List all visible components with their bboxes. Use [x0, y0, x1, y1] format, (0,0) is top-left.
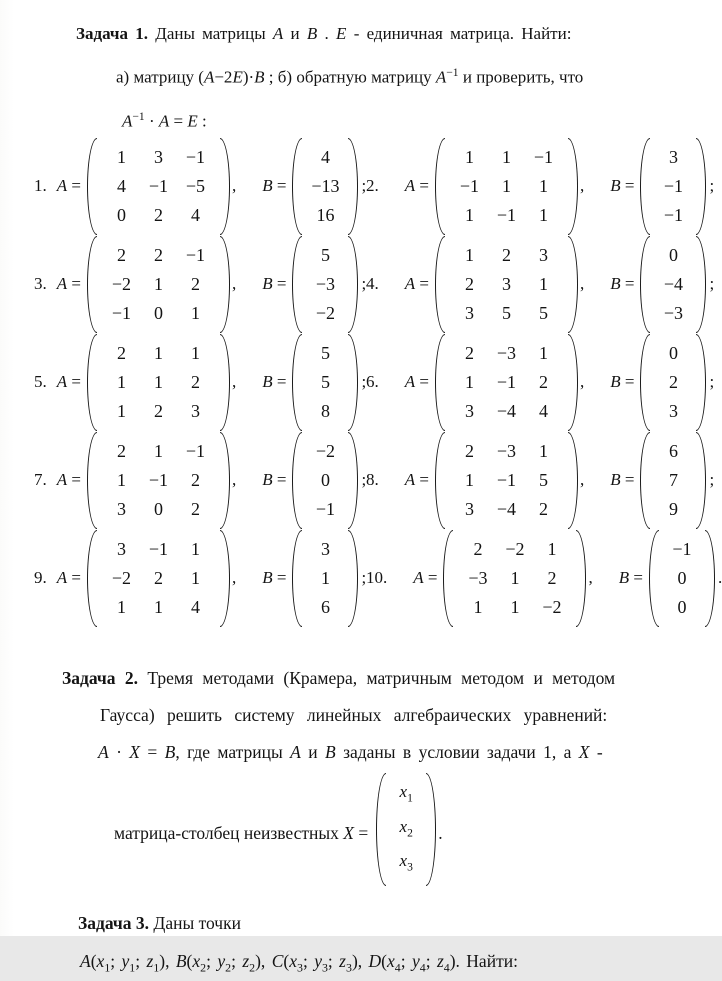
comma-separator: ,	[579, 372, 585, 392]
matrix-cell: 5	[320, 244, 330, 265]
right-paren	[576, 530, 586, 627]
matrix-cell: 1	[190, 567, 200, 588]
matrix-cell: 1	[116, 146, 126, 167]
matrix-cell: $x_1$	[399, 782, 413, 805]
matrix-b	[649, 530, 715, 627]
matrix-cell: 3	[116, 498, 126, 519]
matrix-cell: −1	[315, 498, 336, 519]
matrix-cell: −13	[311, 175, 340, 196]
left-paren	[640, 432, 650, 529]
right-paren	[696, 432, 706, 529]
matrix-cell: 1	[501, 146, 511, 167]
matrix-a	[87, 530, 230, 627]
matrix-cell: 2	[538, 498, 548, 519]
matrix-cell: 2	[116, 440, 126, 461]
right-paren	[696, 334, 706, 431]
matrix-b	[292, 432, 358, 529]
matrix-cell: 1	[464, 146, 474, 167]
matrix-a-label: A =	[56, 372, 81, 392]
task2-title: Задача 2. Тремя методами (Крамера, матричным методом и методом	[62, 668, 616, 689]
matrix-a-label: A =	[56, 568, 81, 588]
matrix-cell: 1	[320, 567, 330, 588]
matrix-cell: 6	[320, 596, 330, 617]
right-paren	[348, 334, 358, 431]
matrix-b	[292, 334, 358, 431]
matrix-cell: 2	[116, 342, 126, 363]
left-paren	[640, 236, 650, 333]
left-paren	[435, 138, 445, 235]
matrix-cell: 9	[668, 498, 678, 519]
right-paren	[705, 530, 715, 627]
matrix-a	[435, 432, 578, 529]
matrix-cell: 0	[320, 469, 330, 490]
left-paren	[640, 334, 650, 431]
variant-number: 6.	[366, 372, 379, 392]
x-matrix	[376, 773, 436, 886]
matrix-cell: 1	[464, 469, 474, 490]
matrix-cell: −1	[111, 302, 132, 323]
matrix-cell: 5	[501, 302, 511, 323]
matrix-cell: −1	[496, 204, 517, 225]
matrix-cells	[445, 334, 568, 431]
matrix-cell: 1	[190, 538, 200, 559]
matrix-cell: −1	[148, 538, 169, 559]
variant-end-punctuation: ;	[709, 176, 715, 196]
matrix-cells	[650, 236, 696, 333]
matrix-cell: 2	[153, 567, 163, 588]
left-paren	[292, 236, 302, 333]
matrix-cell: 6	[668, 440, 678, 461]
matrix-cell: 1	[153, 440, 163, 461]
left-paren	[376, 773, 386, 886]
matrix-cell: −2	[542, 596, 562, 617]
matrix-b-label: B =	[262, 176, 287, 196]
matrix-cell: −1	[496, 371, 517, 392]
matrix-a	[435, 334, 578, 431]
matrix-cell: 2	[190, 498, 200, 519]
variant-6	[366, 333, 722, 431]
matrix-cell: 1	[464, 371, 474, 392]
matrix-cell: 2	[547, 567, 557, 588]
matrix-b	[292, 236, 358, 333]
matrix-a-label: A =	[404, 470, 429, 490]
left-paren	[87, 432, 97, 529]
right-paren	[220, 334, 230, 431]
matrix-cell: 1	[538, 342, 548, 363]
matrix-cell: 1	[153, 371, 163, 392]
variant-8	[366, 431, 722, 529]
matrix-cell: 1	[116, 400, 126, 421]
variant-number: 8.	[366, 470, 379, 490]
matrix-cells	[302, 334, 348, 431]
matrix-cell: 1	[473, 596, 483, 617]
matrix-cell: 2	[501, 244, 511, 265]
variant-end-punctuation: ;	[361, 176, 367, 196]
matrix-cell: −1	[148, 469, 169, 490]
matrix-cells	[445, 138, 568, 235]
matrix-cell: 5	[538, 302, 548, 323]
left-paren	[87, 334, 97, 431]
matrix-cell: 3	[153, 146, 163, 167]
matrix-b-label: B =	[610, 470, 635, 490]
matrix-cell: 3	[464, 302, 474, 323]
matrix-cell: 5	[320, 342, 330, 363]
matrix-cells	[97, 530, 220, 627]
matrix-cells	[453, 530, 576, 627]
matrix-cells	[302, 530, 348, 627]
matrix-cell: 3	[501, 273, 511, 294]
matrix-cell: 3	[464, 400, 474, 421]
variant-number: 2.	[366, 176, 379, 196]
variant-end-punctuation: ;	[709, 372, 715, 392]
task2-unknowns-suffix: .	[438, 823, 443, 844]
variant-number: 10.	[366, 568, 388, 588]
matrix-cells	[386, 773, 426, 886]
matrix-cell: 2	[190, 469, 200, 490]
matrix-a-label: A =	[56, 274, 81, 294]
variant-9	[34, 529, 366, 627]
right-paren	[220, 236, 230, 333]
task1-title: Задача 1. Даны матрицы A и B . E - единичная матрица. Найти:	[76, 24, 572, 43]
matrix-cell: −3	[663, 302, 684, 323]
matrix-cell: −1	[185, 440, 206, 461]
matrix-cell: 1	[464, 244, 474, 265]
matrix-cell: −1	[148, 175, 169, 196]
matrix-a-label: A =	[56, 470, 81, 490]
comma-separator: ,	[231, 372, 237, 392]
right-paren	[348, 138, 358, 235]
right-paren	[348, 236, 358, 333]
matrix-cell: 4	[190, 204, 200, 225]
variant-number: 3.	[34, 274, 47, 294]
variant-10	[366, 529, 722, 627]
matrix-b-label: B =	[262, 470, 287, 490]
matrix-cells	[97, 432, 220, 529]
variant-end-punctuation: ;	[361, 274, 367, 294]
matrix-cell: 0	[116, 204, 126, 225]
matrix-cell: −3	[496, 342, 517, 363]
matrix-cell: 0	[677, 567, 687, 588]
matrix-cells	[302, 236, 348, 333]
matrix-cells	[650, 334, 696, 431]
matrix-b	[292, 530, 358, 627]
right-paren	[568, 432, 578, 529]
matrix-cell: −1	[185, 244, 206, 265]
left-paren	[435, 334, 445, 431]
matrix-cell: 3	[116, 538, 126, 559]
variant-end-punctuation: ;	[709, 274, 715, 294]
matrix-a	[435, 236, 578, 333]
matrix-cell: 7	[668, 469, 678, 490]
matrix-cell: 3	[668, 400, 678, 421]
matrix-cell: −2	[111, 273, 132, 294]
matrix-a	[87, 432, 230, 529]
task1-verify-formula: $A^{-1} \cdot A = E$ :	[122, 109, 207, 131]
matrix-cell: −2	[315, 440, 336, 461]
matrix-cell: 2	[464, 273, 474, 294]
matrix-cell: 2	[668, 371, 678, 392]
right-paren	[348, 530, 358, 627]
variant-number: 4.	[366, 274, 379, 294]
matrix-cell: −1	[663, 204, 684, 225]
left-paren	[87, 530, 97, 627]
matrix-cell: −3	[315, 273, 336, 294]
matrix-cell: 1	[116, 469, 126, 490]
matrix-cell: −5	[185, 175, 206, 196]
matrix-cell: 3	[464, 498, 474, 519]
variant-3	[34, 235, 366, 333]
matrix-cell: −1	[672, 538, 692, 559]
matrix-cell: 0	[153, 302, 163, 323]
matrix-cell: 1	[538, 204, 548, 225]
matrix-cell: 1	[547, 538, 557, 559]
matrix-cells	[97, 236, 220, 333]
matrix-a-label: A =	[56, 176, 81, 196]
task3-points-line: $A(x_1$; $y_1$; $z_1$), $B(x_2$; $y_2$; $z_2$), $C(x_3$; $y_3$; $z_3$), $D(x_4$; $y_4$; $z_4$). Найти:	[80, 951, 518, 975]
right-paren	[220, 530, 230, 627]
matrix-b-label: B =	[262, 372, 287, 392]
variant-4	[366, 235, 722, 333]
comma-separator: ,	[231, 568, 237, 588]
matrix-cell: 0	[677, 596, 687, 617]
comma-separator: ,	[579, 274, 585, 294]
matrix-cells	[445, 236, 568, 333]
left-paren	[435, 432, 445, 529]
matrix-cell: 1	[116, 371, 126, 392]
right-paren	[696, 236, 706, 333]
matrix-cell: −3	[496, 440, 517, 461]
left-paren	[443, 530, 453, 627]
matrix-b	[640, 334, 706, 431]
matrix-cell: 1	[190, 342, 200, 363]
variant-end-punctuation: ;	[361, 372, 367, 392]
matrix-cell: −2	[111, 567, 132, 588]
matrix-cell: 1	[538, 273, 548, 294]
matrix-cells	[650, 138, 696, 235]
task2-block	[62, 665, 722, 893]
matrix-cell: 0	[153, 498, 163, 519]
matrix-cell: −1	[459, 175, 480, 196]
matrix-cell: 1	[510, 596, 520, 617]
variant-2	[366, 137, 722, 235]
variant-end-punctuation: ;	[361, 568, 367, 588]
matrix-cell: 0	[668, 244, 678, 265]
variant-number: 7.	[34, 470, 47, 490]
matrix-cell: 2	[464, 342, 474, 363]
matrix-a-label: A =	[404, 274, 429, 294]
matrix-cell: 1	[153, 273, 163, 294]
task2-line2: Гаусса) решить систему линейных алгебраических уравнений:	[100, 705, 608, 726]
matrix-cell: $x_3$	[399, 851, 413, 874]
matrix-cell: 3	[320, 538, 330, 559]
matrix-cell: −1	[496, 469, 517, 490]
variant-end-punctuation: ;	[709, 470, 715, 490]
matrix-b-label: B =	[262, 274, 287, 294]
left-paren	[435, 236, 445, 333]
matrix-cell: 1	[116, 596, 126, 617]
comma-separator: ,	[231, 274, 237, 294]
matrix-cell: 3	[538, 244, 548, 265]
variant-end-punctuation: ;	[361, 470, 367, 490]
matrix-cell: −3	[468, 567, 488, 588]
matrix-b	[640, 138, 706, 235]
left-paren	[87, 236, 97, 333]
matrix-a	[87, 334, 230, 431]
matrix-cell: −1	[533, 146, 554, 167]
matrix-cell: −4	[496, 498, 517, 519]
matrix-b-label: B =	[610, 274, 635, 294]
matrix-b	[640, 236, 706, 333]
matrix-cell: 4	[116, 175, 126, 196]
matrix-cell: 4	[320, 146, 330, 167]
matrix-b-label: B =	[610, 372, 635, 392]
x-column-matrix	[376, 773, 436, 893]
matrix-cell: −4	[663, 273, 684, 294]
matrix-cell: 2	[464, 440, 474, 461]
matrix-cell: 1	[153, 596, 163, 617]
task2-unknowns-line	[114, 773, 722, 893]
matrix-b-label: B =	[618, 568, 643, 588]
right-paren	[348, 432, 358, 529]
matrix-cell: 4	[538, 400, 548, 421]
matrix-cells	[97, 138, 220, 235]
matrix-cell: 5	[538, 469, 548, 490]
matrix-cell: 1	[538, 440, 548, 461]
comma-separator: ,	[588, 568, 593, 588]
matrix-cell: 3	[190, 400, 200, 421]
matrix-cell: 2	[538, 371, 548, 392]
variant-number: 9.	[34, 568, 47, 588]
matrix-cells	[302, 432, 348, 529]
right-paren	[568, 334, 578, 431]
left-paren	[292, 334, 302, 431]
matrix-cell: −2	[505, 538, 525, 559]
task1-subtasks-line: а) матрицу (A−2E)·B ; б) обратную матрицу $A^{-1}$ и проверить, что	[116, 66, 584, 87]
matrix-cells	[650, 432, 696, 529]
matrix-a-label: A =	[413, 568, 438, 588]
right-paren	[220, 432, 230, 529]
matrix-cell: 1	[501, 175, 511, 196]
matrix-cell: $x_2$	[399, 816, 413, 840]
matrix-cells	[659, 530, 705, 627]
matrix-cell: 5	[320, 371, 330, 392]
matrix-cell: 2	[116, 244, 126, 265]
matrix-cell: −1	[185, 146, 206, 167]
left-paren	[292, 530, 302, 627]
task3-block	[78, 913, 722, 981]
matrix-cell: 2	[153, 244, 163, 265]
variant-5	[34, 333, 366, 431]
matrix-cells	[445, 432, 568, 529]
comma-separator: ,	[231, 470, 237, 490]
task2-equation-line: A · X = B, где матрицы A и B заданы в условии задачи 1, а X -	[98, 742, 603, 763]
variant-number: 1.	[34, 176, 47, 196]
comma-separator: ,	[579, 176, 585, 196]
task3-title: Задача 3. Даны точки	[78, 913, 241, 934]
matrix-b	[292, 138, 358, 235]
matrix-cell: 1	[190, 302, 200, 323]
right-paren	[220, 138, 230, 235]
matrix-cell: 1	[538, 175, 548, 196]
matrix-cell: 2	[473, 538, 483, 559]
variant-end-punctuation: .	[717, 568, 722, 588]
right-paren	[426, 773, 436, 886]
left-paren	[292, 138, 302, 235]
variant-7	[34, 431, 366, 529]
left-paren	[649, 530, 659, 627]
matrix-cell: 3	[668, 146, 678, 167]
matrix-b-label: B =	[610, 176, 635, 196]
variant-1	[34, 137, 366, 235]
matrix-cell: −2	[315, 302, 336, 323]
comma-separator: ,	[231, 176, 237, 196]
left-paren	[292, 432, 302, 529]
matrix-a	[87, 236, 230, 333]
matrix-a	[443, 530, 586, 627]
matrix-cells	[302, 138, 348, 235]
right-paren	[696, 138, 706, 235]
variants-grid	[34, 137, 722, 627]
matrix-cell: 2	[190, 371, 200, 392]
matrix-cell: 8	[320, 400, 330, 421]
right-paren	[568, 138, 578, 235]
task2-unknowns-prefix: матрица-столбец неизвестных X =	[114, 823, 369, 844]
matrix-cell: 2	[153, 400, 163, 421]
matrix-cell: 1	[464, 204, 474, 225]
matrix-a-label: A =	[404, 372, 429, 392]
matrix-cell: 2	[190, 273, 200, 294]
matrix-cells	[97, 334, 220, 431]
matrix-cell: 1	[510, 567, 520, 588]
matrix-cell: 0	[668, 342, 678, 363]
left-paren	[640, 138, 650, 235]
matrix-cell: −4	[496, 400, 517, 421]
matrix-a	[435, 138, 578, 235]
matrix-a	[87, 138, 230, 235]
comma-separator: ,	[579, 470, 585, 490]
matrix-cell: 1	[153, 342, 163, 363]
right-paren	[568, 236, 578, 333]
variant-number: 5.	[34, 372, 47, 392]
matrix-b	[640, 432, 706, 529]
matrix-cell: 16	[316, 204, 335, 225]
matrix-cell: 4	[190, 596, 200, 617]
matrix-cell: −1	[663, 175, 684, 196]
left-paren	[87, 138, 97, 235]
matrix-cell: 2	[153, 204, 163, 225]
matrix-a-label: A =	[404, 176, 429, 196]
matrix-b-label: B =	[262, 568, 287, 588]
